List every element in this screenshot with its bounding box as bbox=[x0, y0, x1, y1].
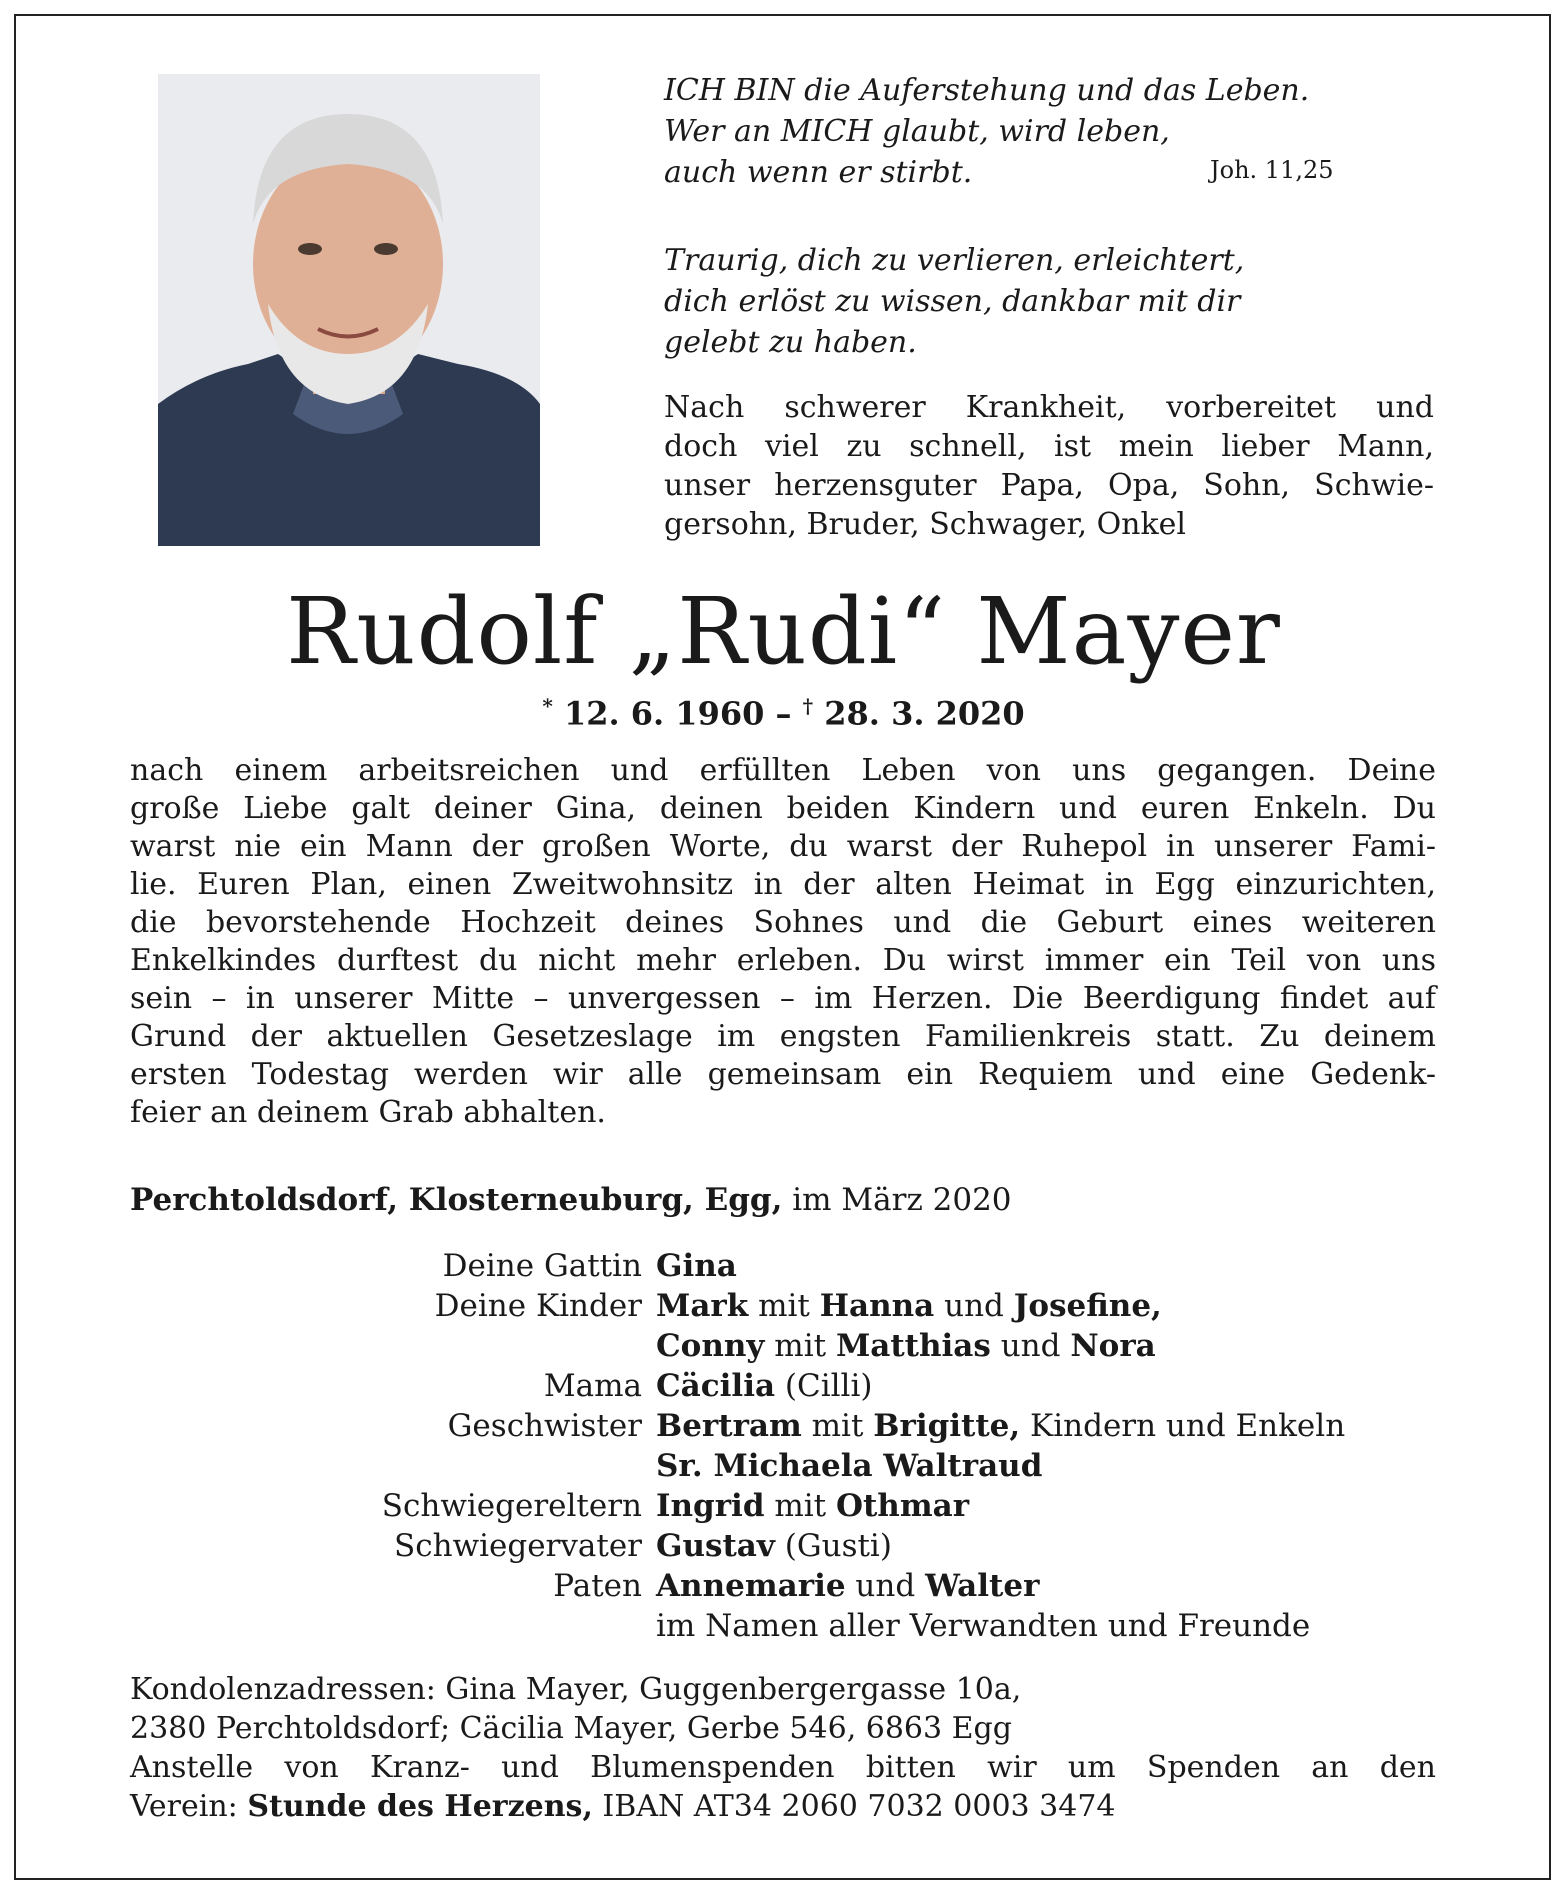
birth-date: 12. 6. 1960 bbox=[563, 694, 765, 733]
intro-line: doch viel zu schnell, ist mein lieber Mann, bbox=[664, 429, 1434, 464]
donation-line bbox=[130, 1787, 1436, 1826]
charity-name: Stunde des Herzens, bbox=[247, 1789, 593, 1824]
quote-line: Traurig, dich zu verlieren, erleichtert, bbox=[664, 243, 1245, 278]
intro-line: unser herzensguter Papa, Opa, Sohn, Schwie- bbox=[664, 468, 1434, 503]
intro-line: gersohn, Bruder, Schwager, Onkel bbox=[664, 507, 1187, 542]
date-separator: – bbox=[775, 694, 792, 733]
mourner-row bbox=[200, 1286, 1500, 1326]
connector-text: und bbox=[845, 1568, 926, 1604]
connector-text: und bbox=[990, 1328, 1071, 1364]
donation-prefix: Verein: bbox=[130, 1789, 248, 1824]
relation-label bbox=[200, 1606, 656, 1646]
connector-text: (Gusti) bbox=[774, 1528, 892, 1564]
death-date: 28. 3. 2020 bbox=[824, 694, 1025, 733]
mourner-row bbox=[200, 1406, 1500, 1446]
relation-label bbox=[200, 1326, 656, 1366]
mourner-names bbox=[656, 1286, 1500, 1326]
body-line: Enkelkindes durftest du nicht mehr erleben. Du wirst immer ein Teil von uns bbox=[130, 943, 1436, 978]
relation-label: Paten bbox=[553, 1568, 642, 1604]
mourner-name: Mark bbox=[656, 1288, 749, 1324]
relation-label: Mama bbox=[543, 1368, 642, 1404]
mourner-name: Hanna bbox=[819, 1288, 935, 1324]
mourner-name: Ingrid bbox=[656, 1488, 765, 1524]
mourner-row bbox=[200, 1326, 1500, 1366]
mourner-names bbox=[656, 1326, 1500, 1366]
mourner-name: Matthias bbox=[835, 1328, 991, 1364]
mourner-names bbox=[656, 1526, 1500, 1566]
mourner-row bbox=[200, 1526, 1500, 1566]
birth-mark: * bbox=[542, 694, 553, 718]
connector-text: im Namen aller Verwandten und Freunde bbox=[656, 1608, 1311, 1644]
quote-line: gelebt zu haben. bbox=[664, 325, 917, 360]
relation-label: Geschwister bbox=[447, 1408, 642, 1444]
date-text: im März 2020 bbox=[782, 1182, 1012, 1218]
mourner-row bbox=[200, 1566, 1500, 1606]
mourner-name: Annemarie bbox=[656, 1568, 846, 1604]
relation-label: Deine Gattin bbox=[442, 1248, 642, 1284]
mourner-row bbox=[200, 1246, 1500, 1286]
quote-line: dich erlöst zu wissen, dankbar mit dir bbox=[664, 284, 1241, 319]
body-line: warst nie ein Mann der großen Worte, du warst der Ruhepol in unserer Fami- bbox=[130, 829, 1436, 864]
mourner-name: Brigitte, bbox=[873, 1408, 1021, 1444]
mourner-row bbox=[200, 1606, 1500, 1646]
verse-reference: Joh. 11,25 bbox=[1210, 156, 1334, 184]
mourner-row bbox=[200, 1446, 1500, 1486]
mourner-names bbox=[656, 1446, 1500, 1486]
intro-text bbox=[664, 388, 1434, 544]
body-line: Grund der aktuellen Gesetzeslage im engsten Familienkreis statt. Zu deinem bbox=[130, 1019, 1436, 1054]
mourners-list bbox=[200, 1246, 1500, 1646]
connector-text: und bbox=[934, 1288, 1014, 1324]
mourner-name: Nora bbox=[1070, 1328, 1156, 1364]
mourning-quote bbox=[664, 240, 1364, 363]
contact-line: 2380 Perchtoldsdorf; Cäcilia Mayer, Gerbe 546, 6863 Egg bbox=[130, 1711, 1012, 1746]
connector-text: mit bbox=[764, 1328, 836, 1364]
mourner-names bbox=[656, 1366, 1500, 1406]
relation-label: Schwiegervater bbox=[394, 1528, 642, 1564]
mourner-names bbox=[656, 1606, 1500, 1646]
verse-line: auch wenn er stirbt. bbox=[664, 155, 973, 190]
contact-line: Kondolenzadressen: Gina Mayer, Guggenbergergasse 10a, bbox=[130, 1672, 1022, 1707]
relation-label: Schwiegereltern bbox=[381, 1488, 642, 1524]
connector-text: mit bbox=[801, 1408, 874, 1444]
body-line: die bevorstehende Hochzeit deines Sohnes und die Geburt eines weiteren bbox=[130, 905, 1436, 940]
mourner-names bbox=[656, 1406, 1500, 1446]
deceased-name: Rudolf „Rudi“ Mayer bbox=[286, 578, 1281, 685]
contact-line: Anstelle von Kranz- und Blumenspenden bitten wir um Spenden an den bbox=[130, 1750, 1436, 1785]
body-line: große Liebe galt deiner Gina, deinen beiden Kindern und euren Enkeln. Du bbox=[130, 791, 1436, 826]
obituary-body bbox=[130, 752, 1436, 1132]
body-line: sein – in unserer Mitte – unvergessen – im Herzen. Die Beerdigung findet auf bbox=[130, 981, 1436, 1016]
mourner-name: Gina bbox=[656, 1248, 737, 1284]
mourner-name: Cäcilia bbox=[656, 1368, 776, 1404]
mourner-row bbox=[200, 1486, 1500, 1526]
body-line: lie. Euren Plan, einen Zweitwohnsitz in der alten Heimat in Egg einzurichten, bbox=[130, 867, 1436, 902]
relation-label bbox=[200, 1446, 656, 1486]
mourner-names bbox=[656, 1566, 1500, 1606]
life-dates bbox=[0, 694, 1567, 733]
body-line: feier an deinem Grab abhalten. bbox=[130, 1095, 606, 1130]
connector-text: Kindern und Enkeln bbox=[1020, 1408, 1346, 1444]
condolence-info bbox=[130, 1670, 1436, 1826]
verse-line: Wer an MICH glaubt, wird leben, bbox=[664, 114, 1170, 149]
connector-text: mit bbox=[748, 1288, 820, 1324]
portrait-photo bbox=[158, 74, 540, 546]
mourner-name: Othmar bbox=[835, 1488, 970, 1524]
death-mark: † bbox=[802, 694, 814, 718]
connector-text: (Cilli) bbox=[775, 1368, 873, 1404]
mourner-name: Conny bbox=[656, 1328, 765, 1364]
body-line: nach einem arbeitsreichen und erfüllten Leben von uns gegangen. Deine bbox=[130, 753, 1436, 788]
mourner-row bbox=[200, 1366, 1500, 1406]
body-line: ersten Todestag werden wir alle gemeinsam ein Requiem und eine Gedenk- bbox=[130, 1057, 1436, 1092]
mourner-name: Sr. Michaela Waltraud bbox=[656, 1448, 1043, 1484]
mourner-name: Josefine, bbox=[1013, 1288, 1162, 1324]
intro-line: Nach schwerer Krankheit, vorbereitet und bbox=[664, 390, 1434, 425]
place-date bbox=[130, 1182, 1012, 1218]
mourner-name: Walter bbox=[925, 1568, 1040, 1604]
mourner-name: Gustav bbox=[656, 1528, 775, 1564]
place-names: Perchtoldsdorf, Klosterneuburg, Egg, bbox=[130, 1182, 783, 1218]
iban: IBAN AT34 2060 7032 0003 3474 bbox=[592, 1789, 1116, 1824]
relation-label: Deine Kinder bbox=[434, 1288, 642, 1324]
connector-text: mit bbox=[764, 1488, 836, 1524]
mourner-names bbox=[656, 1486, 1500, 1526]
mourner-name: Bertram bbox=[656, 1408, 802, 1444]
verse-line: ICH BIN die Auferstehung und das Leben. bbox=[664, 73, 1310, 108]
mourner-names bbox=[656, 1246, 1500, 1286]
